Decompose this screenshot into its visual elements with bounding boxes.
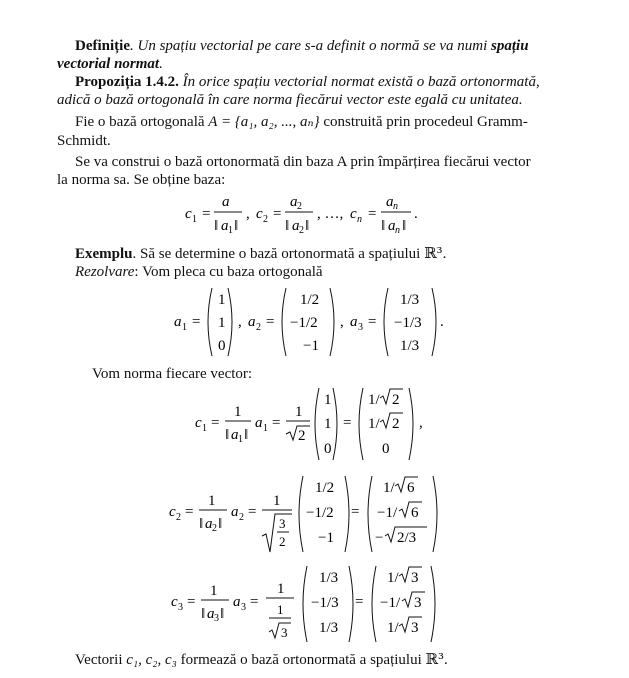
svg-text:a: a (231, 427, 239, 443)
svg-text:=: = (368, 206, 377, 222)
svg-text:c: c (171, 594, 178, 610)
svg-text:1: 1 (277, 602, 284, 617)
svg-text:2: 2 (299, 225, 304, 236)
svg-text:,: , (246, 206, 250, 222)
svg-text:n: n (393, 201, 398, 212)
example-line: Exemplu. Să se determine o bază ortonormată a spațiului ℝ³. (75, 244, 447, 262)
svg-text:a: a (388, 218, 396, 234)
svg-text:1/: 1/ (368, 392, 380, 408)
svg-text:‖: ‖ (305, 218, 310, 234)
svg-text:=: = (211, 415, 220, 431)
svg-text:1: 1 (238, 434, 243, 445)
svg-text:3: 3 (411, 570, 419, 586)
svg-text:1: 1 (208, 493, 216, 509)
svg-text:3: 3 (358, 322, 363, 333)
proposition-label: Propoziția 1.4.2. (75, 74, 179, 90)
svg-text:a: a (231, 504, 239, 520)
svg-text:2: 2 (239, 512, 244, 523)
conclusion-line: Vectorii c₁, c₂, c₃ formează o bază ortonormată a spațiului ℝ³. (75, 650, 448, 668)
svg-text:1: 1 (324, 392, 332, 408)
svg-text:−1/: −1/ (380, 595, 401, 611)
svg-text:c: c (195, 415, 202, 431)
svg-text:6: 6 (407, 480, 415, 496)
svg-text:=: = (185, 504, 194, 520)
svg-text:3: 3 (411, 620, 419, 636)
svg-text:‖: ‖ (218, 516, 223, 532)
definition-text: . Un spațiu vectorial pe care s-a definit o normă se va numi (129, 38, 488, 54)
svg-text:3: 3 (241, 602, 246, 613)
svg-text:‖: ‖ (220, 606, 225, 622)
svg-text:.: . (414, 206, 418, 222)
svg-text:n: n (395, 225, 400, 236)
real-space-symbol: ℝ³ (424, 244, 443, 262)
svg-text:a: a (255, 415, 263, 431)
svg-text:0: 0 (382, 441, 390, 457)
svg-text:=: = (272, 415, 281, 431)
proposition-line-2: adică o bază ortogonală în care norma fiecărui vector este egală cu unitatea. (57, 92, 523, 108)
svg-text:1/3: 1/3 (319, 620, 339, 636)
svg-text:1: 1 (263, 423, 268, 434)
svg-text:=: = (266, 314, 275, 330)
svg-text:1/2: 1/2 (300, 292, 320, 308)
svg-text:2: 2 (212, 523, 217, 534)
svg-text:6: 6 (411, 505, 419, 521)
svg-text:a: a (386, 194, 394, 210)
svg-text:2: 2 (297, 201, 302, 212)
svg-text:1: 1 (295, 404, 303, 420)
svg-text:1: 1 (218, 315, 226, 331)
svg-text:a: a (350, 314, 358, 330)
svg-text:=: = (355, 594, 364, 610)
svg-text:1/2: 1/2 (315, 480, 335, 496)
norm-each-vector-line: Vom norma fiecare vector: (92, 366, 253, 382)
real-space-symbol-2: ℝ³ (425, 650, 444, 668)
c2-formula (165, 466, 455, 556)
svg-text:a: a (292, 218, 300, 234)
svg-text:‖: ‖ (201, 606, 206, 622)
svg-text:a: a (248, 314, 256, 330)
svg-text:1: 1 (228, 225, 233, 236)
svg-text:3: 3 (281, 625, 288, 640)
svg-text:1: 1 (218, 292, 226, 308)
svg-text:a: a (290, 194, 298, 210)
svg-text:1: 1 (192, 214, 197, 225)
svg-text:=: = (351, 504, 360, 520)
svg-text:−1/2: −1/2 (290, 315, 318, 331)
svg-text:=: = (250, 594, 259, 610)
svg-text:=: = (343, 415, 352, 431)
svg-text:1/: 1/ (383, 480, 395, 496)
svg-text:=: = (368, 314, 377, 330)
svg-text:=: = (248, 504, 257, 520)
svg-text:3: 3 (214, 613, 219, 624)
svg-text:‖: ‖ (285, 218, 290, 234)
svg-text:‖: ‖ (402, 218, 407, 234)
svg-text:‖: ‖ (381, 218, 386, 234)
svg-text:1: 1 (210, 583, 218, 599)
proposition-text-a: În orice spațiu vectorial normat există o bază ortonormată, (182, 74, 540, 90)
svg-text:c: c (169, 504, 176, 520)
svg-text:, …,: , …, (317, 206, 344, 222)
c1-formula (193, 382, 443, 462)
svg-text:‖: ‖ (199, 516, 204, 532)
svg-text:2: 2 (392, 392, 400, 408)
svg-text:1: 1 (202, 423, 207, 434)
svg-text:‖: ‖ (225, 427, 230, 443)
svg-text:a: a (207, 606, 215, 622)
svg-text:c: c (185, 206, 192, 222)
svg-text:,: , (419, 415, 423, 431)
svg-text:1/: 1/ (368, 416, 380, 432)
svg-text:2: 2 (298, 428, 306, 444)
definition-term-b: vectorial normat (57, 56, 160, 72)
svg-text:a: a (174, 314, 182, 330)
svg-text:1: 1 (182, 322, 187, 333)
svg-text:0: 0 (324, 441, 332, 457)
svg-text:2: 2 (279, 534, 286, 549)
solution-line: Rezolvare: Vom pleca cu baza ortogonală (75, 264, 323, 280)
svg-text:=: = (202, 206, 211, 222)
svg-text:a: a (221, 218, 229, 234)
svg-text:‖: ‖ (234, 218, 239, 234)
svg-text:‖: ‖ (244, 427, 249, 443)
svg-text:2: 2 (176, 512, 181, 523)
svg-text:1/: 1/ (387, 570, 399, 586)
svg-text:1/3: 1/3 (400, 292, 420, 308)
svg-text:=: = (273, 206, 282, 222)
example-label: Exemplu (75, 246, 133, 262)
c3-formula (167, 560, 457, 644)
solution-label: Rezolvare (75, 264, 135, 280)
conclusion-vectors: c₁, c₂, c₃ (126, 652, 177, 668)
svg-text:1: 1 (324, 416, 332, 432)
svg-text:,: , (340, 314, 344, 330)
svg-text:2: 2 (392, 416, 400, 432)
fie-line-2: Schmidt. (57, 133, 111, 149)
svg-text:1: 1 (277, 581, 285, 597)
normalized-basis-formula (180, 188, 460, 236)
svg-text:,: , (238, 314, 242, 330)
svg-text:−1/: −1/ (377, 505, 398, 521)
svg-text:1/3: 1/3 (400, 338, 420, 354)
svg-text:2: 2 (256, 322, 261, 333)
svg-text:c: c (350, 206, 357, 222)
svg-text:3: 3 (178, 602, 183, 613)
svg-text:1/: 1/ (387, 620, 399, 636)
construct-line-2: la norma sa. Se obține baza: (57, 172, 226, 188)
svg-text:2/3: 2/3 (397, 530, 417, 546)
svg-text:−1/3: −1/3 (394, 315, 422, 331)
svg-text:1: 1 (273, 493, 281, 509)
svg-text:3: 3 (414, 595, 422, 611)
definition-line-1 (75, 37, 529, 56)
svg-text:a: a (205, 516, 213, 532)
svg-text:.: . (440, 314, 444, 330)
construct-line-1: Se va construi o bază ortonormată din baza A prin împărțirea fiecărui vector (75, 154, 531, 170)
svg-text:1/3: 1/3 (319, 570, 339, 586)
svg-text:‖: ‖ (214, 218, 219, 234)
svg-text:−1: −1 (303, 338, 319, 354)
orthogonal-vectors-formula (170, 284, 460, 360)
fie-line-1: Fie o bază ortogonală A = {a₁, a₂, ..., aₙ} construită prin procedeul Gramm- (75, 114, 528, 130)
svg-text:−1/2: −1/2 (306, 505, 334, 521)
definition-term-a: spațiu (491, 38, 529, 54)
svg-text:a: a (233, 594, 241, 610)
svg-text:c: c (256, 206, 263, 222)
svg-text:a: a (222, 194, 230, 210)
proposition-line-1 (75, 73, 540, 92)
svg-text:=: = (192, 314, 201, 330)
svg-text:=: = (187, 594, 196, 610)
svg-text:−: − (375, 530, 384, 546)
definition-line-2: vectorial normat. (57, 56, 163, 72)
svg-text:1: 1 (234, 404, 242, 420)
svg-text:−1: −1 (318, 530, 334, 546)
basis-set-formula: A = {a₁, a₂, ..., aₙ} (208, 114, 320, 130)
svg-text:3: 3 (279, 516, 286, 531)
svg-text:0: 0 (218, 338, 226, 354)
svg-text:−1/3: −1/3 (311, 595, 339, 611)
svg-text:2: 2 (263, 214, 268, 225)
definition-label: Definiție (75, 38, 130, 54)
svg-text:n: n (357, 214, 362, 225)
